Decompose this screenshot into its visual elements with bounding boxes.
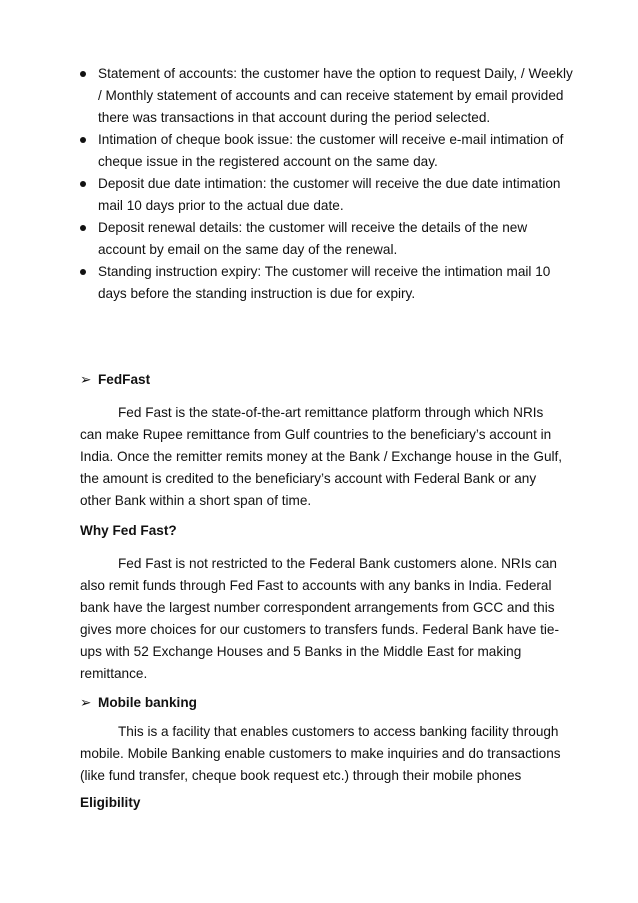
bullet-dot-icon — [80, 71, 86, 77]
bullet-text: Deposit renewal details: the customer will receive the details of the new account by email on the same day of the renewal. — [98, 220, 528, 257]
bullet-item — [78, 63, 578, 129]
fedfast-paragraph — [80, 402, 566, 512]
bullet-dot-icon — [80, 137, 86, 143]
why-fedfast-paragraph-text: Fed Fast is not restricted to the Federal Bank customers alone. NRIs can also remit funds through Fed Fast to accounts with any banks in India. Federal bank have the largest number correspondent arrangements from GCC and this gives more choices for our customers to transfers funds. Federal Bank have tie-ups with 52 Exchange Houses and 5 Banks in the Middle East for making remittance. — [80, 556, 560, 681]
fedfast-heading — [80, 369, 150, 391]
why-fedfast-heading-text: Why Fed Fast? — [80, 523, 177, 538]
bullet-text: Intimation of cheque book issue: the customer will receive e-mail intimation of cheque issue in the registered account on the same day. — [98, 132, 564, 169]
bullet-item — [78, 173, 578, 217]
bullet-dot-icon — [80, 269, 86, 275]
why-fedfast-paragraph — [80, 553, 566, 685]
bullet-text: Statement of accounts: the customer have the option to request Daily, / Weekly / Monthly statement of accounts and can receive statement by email provided there was transactions in that account during the period selected. — [98, 66, 573, 125]
arrow-bullet-icon: ➢ — [80, 372, 92, 387]
eligibility-heading — [80, 792, 140, 814]
bullet-text: Standing instruction expiry: The customer will receive the intimation mail 10 days before the standing instruction is due for expiry. — [98, 264, 551, 301]
mobile-banking-heading — [80, 692, 197, 714]
bullet-item — [78, 261, 578, 305]
fedfast-heading-text: FedFast — [98, 372, 151, 387]
bullet-dot-icon — [80, 225, 86, 231]
notification-bullet-list — [78, 63, 578, 305]
bullet-item — [78, 217, 578, 261]
why-fedfast-heading — [80, 520, 177, 542]
mobile-banking-heading-text: Mobile banking — [98, 695, 197, 710]
eligibility-heading-text: Eligibility — [80, 795, 141, 810]
bullet-text: Deposit due date intimation: the customer will receive the due date intimation mail 10 days prior to the actual due date. — [98, 176, 561, 213]
mobile-banking-paragraph — [80, 721, 566, 787]
arrow-bullet-icon: ➢ — [80, 695, 92, 710]
bullet-dot-icon — [80, 181, 86, 187]
fedfast-paragraph-text: Fed Fast is the state-of-the-art remittance platform through which NRIs can make Rupee remittance from Gulf countries to the beneficiary’s account in India. Once the remitter remits money at the Bank / Exchange house in the Gulf, the amount is credited to the beneficiary’s account with Federal Bank or any other Bank within a short span of time. — [80, 405, 563, 508]
bullet-item — [78, 129, 578, 173]
mobile-banking-paragraph-text: This is a facility that enables customers to access banking facility through mobile. Mobile Banking enable customers to make inquiries and do transactions (like fund transfer, cheque book request etc.) through their mobile phones — [80, 724, 561, 783]
